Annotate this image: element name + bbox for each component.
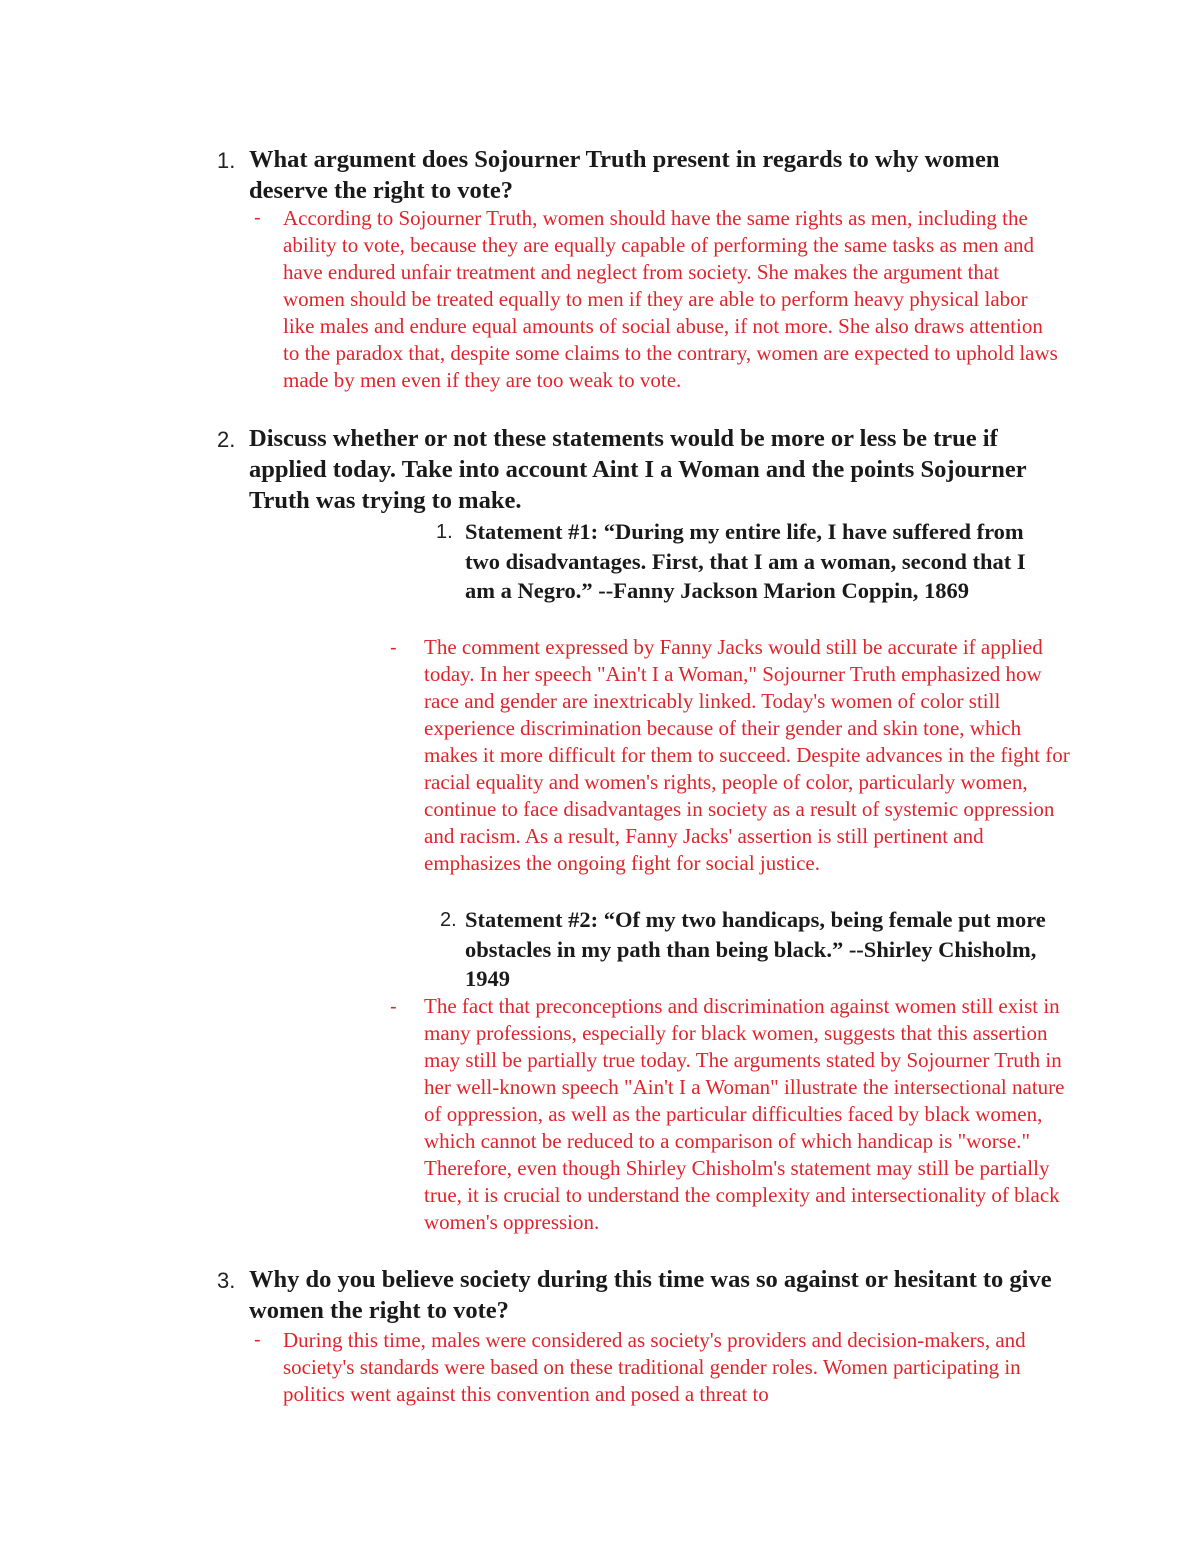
statement-1-number: 1. [436, 521, 453, 543]
statement-2-number: 2. [440, 909, 457, 931]
statement-1-text: Statement #1: “During my entire life, I have suffered from two disadvantages. First, that I am a woman, second that I am a Negro.” --Fanny Jackson Marion Coppin, 1869 [465, 519, 1026, 603]
statement-2-text: Statement #2: “Of my two handicaps, being female put more obstacles in my path than being black.” --Shirley Chisholm, 1949 [465, 907, 1046, 991]
question-2-text: Discuss whether or not these statements would be more or less be true if applied today. Take into account Aint I a Woman and the points Sojourner Truth was trying to make. [249, 425, 1027, 514]
answer-3-bullet: - [254, 1329, 261, 1351]
question-1-text: What argument does Sojourner Truth present in regards to why women deserve the right to vote? [249, 146, 1000, 204]
statement-2-answer-text: The fact that preconceptions and discrimination against women still exist in many professions, especially for black women, suggests that this assertion may still be partially true today. The arguments stated by Sojourner Truth in her well-known speech "Ain't I a Woman" illustrate the intersectional nature of oppression, as well as the particular difficulties faced by black women, which cannot be reduced to a comparison of which handicap is "worse." Therefore, even though Shirley Chisholm's statement may still be partially true, it is crucial to understand the complexity and intersectionality of black women's oppression. [424, 994, 1065, 1234]
statement-1-answer-bullet: - [390, 637, 397, 659]
answer-3-text: During this time, males were considered as society's providers and decision-makers, and society's standards were based on these traditional gender roles. Women participating in politics went against this convention and posed a threat to [283, 1328, 1026, 1406]
answer-1-bullet: - [254, 207, 261, 229]
statement-1-answer-text: The comment expressed by Fanny Jacks would still be accurate if applied today. In her speech "Ain't I a Woman," Sojourner Truth emphasized how race and gender are inextricably linked. Today's women of color still experience discrimination because of their gender and skin tone, which makes it more difficult for them to succeed. Despite advances in the fight for racial equality and women's rights, people of color, particularly women, continue to face disadvantages in society as a result of systemic oppression and racism. As a result, Fanny Jacks' assertion is still pertinent and emphasizes the ongoing fight for social justice. [424, 635, 1070, 875]
question-3-text: Why do you believe society during this time was so against or hesitant to give women the right to vote? [249, 1266, 1052, 1324]
question-1-number: 1. [217, 148, 236, 173]
statement-2-answer-bullet: - [390, 996, 397, 1018]
answer-1-text: According to Sojourner Truth, women should have the same rights as men, including the ability to vote, because they are equally capable of performing the same tasks as men and have endured unfair treatment and neglect from society. She makes the argument that women should be treated equally to men if they are able to perform heavy physical labor like males and endure equal amounts of social abuse, if not more. She also draws attention to the paradox that, despite some claims to the contrary, women are expected to uphold laws made by men even if they are too weak to vote. [283, 206, 1058, 392]
question-2-number: 2. [217, 427, 236, 452]
question-3-number: 3. [217, 1268, 236, 1293]
